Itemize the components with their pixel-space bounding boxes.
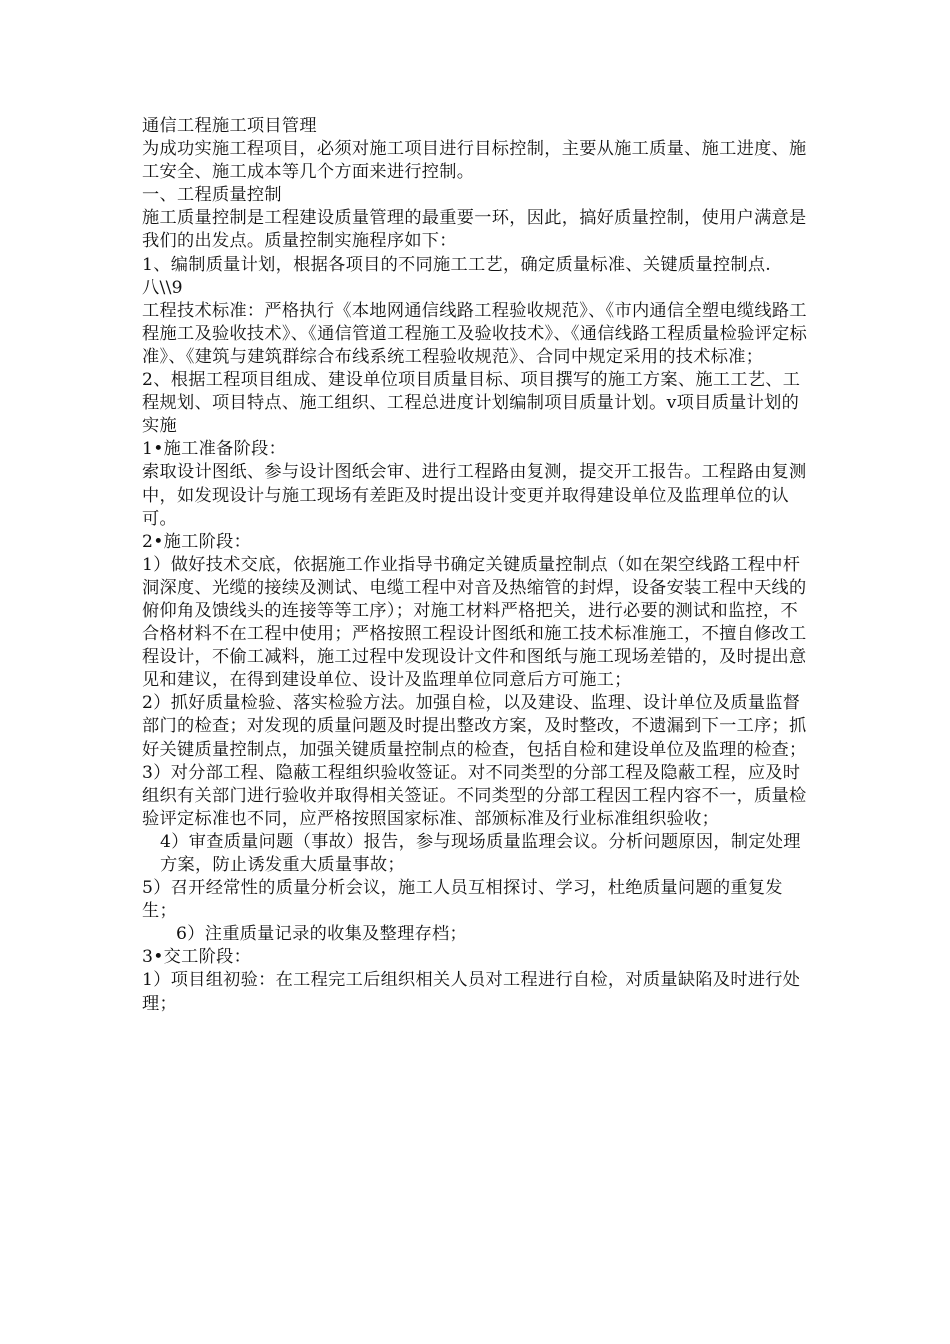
paragraph-construction-item-2: 2）抓好质量检验、落实检验方法。加强自检，以及建设、监理、设计单位及质量监督部门的检查；对发现的质量问题及时提出整改方案，及时整改，不遗漏到下一工序；抓好关键质量控制点，加强关键质量控制点的检查，包括自检和建设单位及监理的检查； [142, 693, 807, 760]
paragraph-construction-item-3: 3）对分部工程、隐蔽工程组织验收签证。对不同类型的分部工程及隐蔽工程，应及时组织有关部门进行验收并取得相关签证。不同类型的分部工程因工程内容不一，质量检验评定标准也不同，应严格按照国家标准、部颁标准及行业标准组织验收； [142, 762, 807, 829]
paragraph-item-1-quality-plan: 1、编制质量计划，根据各项目的不同施工工艺，确定质量标准、关键质量控制点. [142, 254, 772, 275]
subheading-preparation-stage: 1•施工准备阶段： [142, 439, 287, 460]
paragraph-construction-item-4: 4）审查质量问题（事故）报告，参与现场质量监理会议。分析问题原因，制定处理方案，防止诱发重大质量事故； [160, 831, 801, 875]
paragraph-stray-text: 八\\9 [142, 277, 183, 298]
paragraph-item-2-plan-basis: 2、根据工程项目组成、建设单位项目质量目标、项目撰写的施工方案、施工工艺、工程规划、项目特点、施工组织、工程总进度计划编制项目质量计划。v项目质量计划的实施 [142, 370, 801, 437]
paragraph-technical-standards: 工程技术标准：严格执行《本地网通信线路工程验收规范》、《市内通信全塑电缆线路工程施工及验收技术》、《通信管道工程施工及验收技术》、《通信线路工程质量检验评定标准》、《建筑与建筑群综合布线系统工程验收规范》、合同中规定采用的技术标准； [142, 300, 808, 367]
paragraph-construction-item-1: 1）做好技术交底，依据施工作业指导书确定关键质量控制点（如在架空线路工程中杆洞深度、光缆的接续及测试、电缆工程中对音及热缩管的封焊，设备安装工程中天线的俯仰角及馈线头的连接等等工序）；对施工材料严格把关，进行必要的测试和监控，不合格材料不在工程中使用；严格按照工程设计图纸和施工技术标准施工，不擅自修改工程设计，不偷工减料，施工过程中发现设计文件和图纸与施工现场差错的，及时提出意见和建议，在得到建设单位、设计及监理单位同意后方可施工； [142, 554, 807, 691]
subheading-construction-stage: 2•施工阶段： [142, 531, 252, 552]
paragraph-preparation-stage: 索取设计图纸、参与设计图纸会审、进行工程路由复测，提交开工报告。工程路由复测中，如发现设计与施工现场有差距及时提出设计变更并取得建设单位及监理单位的认可。 [142, 462, 807, 529]
subheading-handover-stage: 3•交工阶段： [142, 947, 252, 968]
paragraph-quality-overview: 施工质量控制是工程建设质量管理的最重要一环，因此，搞好质量控制，使用户满意是我们的出发点。质量控制实施程序如下： [142, 208, 807, 252]
document-title: 通信工程施工项目管理 [142, 116, 317, 136]
document-body [142, 115, 810, 1016]
section-heading-quality-control: 一、工程质量控制 [142, 185, 282, 206]
paragraph-construction-item-6: 6）注重质量记录的收集及整理存档； [176, 924, 468, 945]
paragraph-intro: 为成功实施工程项目，必须对施工项目进行目标控制，主要从施工质量、施工进度、施工安全、施工成本等几个方面来进行控制。 [142, 139, 807, 183]
paragraph-handover-item-1: 1）项目组初验：在工程完工后组织相关人员对工程进行自检，对质量缺陷及时进行处理； [142, 970, 801, 1014]
paragraph-construction-item-5: 5）召开经常性的质量分析会议，施工人员互相探讨、学习，杜绝质量问题的重复发生； [142, 878, 783, 922]
